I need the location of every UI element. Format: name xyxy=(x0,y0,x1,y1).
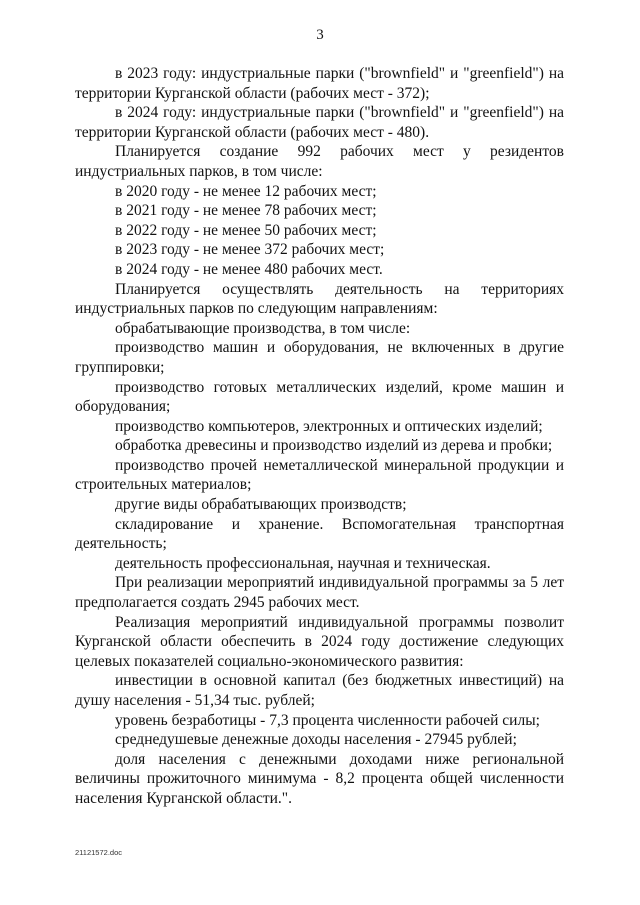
paragraph: в 2024 году: индустриальные парки ("brownfield" и "greenfield") на территории Курганской области (рабочих мест - 480). xyxy=(75,104,564,141)
paragraph: в 2021 году - не менее 78 рабочих мест; xyxy=(115,202,377,220)
paragraph: Планируется создание 992 рабочих мест у резидентов индустриальных парков, в том числе: xyxy=(75,143,564,180)
paragraph: производство готовых металлических изделий, кроме машин и оборудования; xyxy=(75,378,564,416)
paragraph: производство прочей неметаллической минеральной продукции и строительных материалов; xyxy=(75,456,564,494)
paragraph: уровень безработицы - 7,3 процента численности рабочей силы; xyxy=(115,711,540,729)
paragraph: обрабатывающие производства, в том числе: xyxy=(115,319,411,337)
paragraph: среднедушевые денежные доходы населения - 27945 рублей; xyxy=(115,731,517,749)
paragraph: в 2020 году - не менее 12 рабочих мест; xyxy=(115,182,377,200)
page-number: 3 xyxy=(316,27,324,43)
paragraph: складирование и хранение. Вспомогательная транспортная деятельность; xyxy=(75,515,564,553)
paragraph: деятельность профессиональная, научная и техническая. xyxy=(115,554,491,572)
paragraph: инвестиции в основной капитал (без бюджетных инвестиций) на душу населения - 51,34 тыс. рублей; xyxy=(75,672,564,709)
paragraph: в 2023 году: индустриальные парки ("brownfield" и "greenfield") на территории Курганской области (рабочих мест - 372); xyxy=(75,65,564,102)
paragraph: производство машин и оборудования, не включенных в другие группировки; xyxy=(75,339,564,376)
paragraph: в 2022 году - не менее 50 рабочих мест; xyxy=(115,221,377,239)
paragraph: в 2024 году - не менее 480 рабочих мест. xyxy=(115,260,383,278)
document-body xyxy=(75,64,564,809)
paragraph: другие виды обрабатывающих производств; xyxy=(115,496,407,514)
paragraph: производство компьютеров, электронных и оптических изделий; xyxy=(115,417,543,435)
paragraph: Реализация мероприятий индивидуальной программы позволит Курганской области обеспечить в 2024 году достижение следующих целевых показателей социально-экономического развития: xyxy=(75,613,564,670)
paragraph: Планируется осуществлять деятельность на территориях индустриальных парков по следующим направлениям: xyxy=(75,280,564,318)
paragraph: обработка древесины и производство изделий из дерева и пробки; xyxy=(115,437,553,455)
paragraph: доля населения с денежными доходами ниже региональной величины прожиточного минимума - 8,2 процента общей численности населения Курганской области.". xyxy=(75,750,564,807)
document-footer: 21121572.doc xyxy=(75,848,122,857)
paragraph: При реализации мероприятий индивидуальной программы за 5 лет предполагается создать 2945 рабочих мест. xyxy=(75,574,564,612)
paragraph: в 2023 году - не менее 372 рабочих мест; xyxy=(115,241,385,259)
